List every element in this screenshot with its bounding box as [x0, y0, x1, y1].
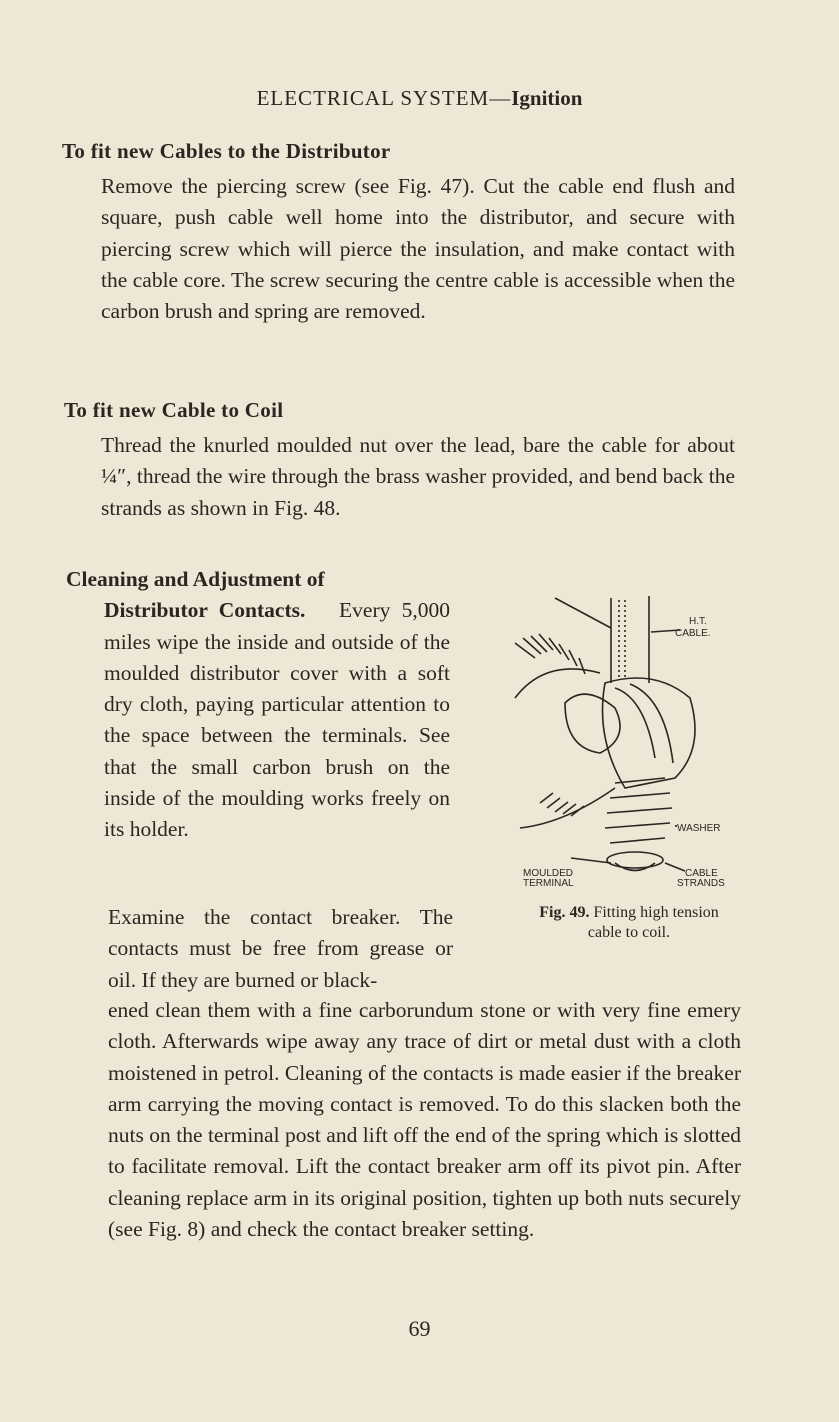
paragraph-cleaning-intro — [66, 564, 450, 846]
label-strands-line2: STRANDS — [677, 878, 725, 889]
paragraph-contact-breaker-rest: ened clean them with a fine carborundum stone or with very fine emery cloth. Afterwards wipe away any trace of dirt or metal dust with a cloth moistened in petrol. Cleaning of the contacts is made easier if the breaker arm carrying the moving contact is removed. To do this slacken both the nuts on the terminal post and lift off the end of the spring which is slotted to facilitate removal. Lift the contact breaker arm off its pivot pin. After cleaning replace arm in its original position, tighten up both nuts securely (see Fig. 8) and check the contact breaker setting. — [108, 998, 741, 1242]
nut-knurl-2 — [630, 684, 673, 763]
leader-cable-strands — [665, 863, 685, 871]
terminal-threads — [605, 778, 672, 843]
shading-hatch — [515, 634, 585, 674]
label-ht-line1: H.T. — [689, 616, 707, 627]
running-head-section: Ignition — [511, 86, 583, 110]
washer-ring — [607, 852, 663, 868]
cleaning-intro-text: Every 5,000 miles wipe the inside and outside of the moulded distributor cover with a soft dry cloth, paying particular attention to the space between the terminals. See that the small carbon brush on the inside of the moulding works freely on its holder. — [104, 598, 450, 842]
leader-moulded-terminal — [571, 858, 611, 863]
coil-outline-top — [555, 598, 611, 628]
running-head-prefix: ELECTRICAL SYSTEM— — [256, 86, 512, 110]
heading-cables-distributor: To fit new Cables to the Distributor — [62, 139, 391, 163]
paragraph-cable-coil: Thread the knurled moulded nut over the lead, bare the cable for about ¼″, thread the wire through the brass washer provided, and bend back the strands as shown in Fig. 48. — [101, 433, 735, 520]
caption-figure-number: Fig. 49. — [539, 904, 590, 921]
caption-line2: cable to coil. — [587, 924, 671, 941]
label-ht-line2: CABLE. — [675, 628, 711, 639]
figure-49-caption — [498, 903, 760, 943]
terminal-cap — [565, 694, 620, 753]
figure-49-illustration — [505, 588, 755, 898]
coil-outline-bottom — [520, 788, 615, 828]
heading-cleaning-line1: Cleaning and Adjustment of — [66, 567, 325, 591]
label-moulded-line2: TERMINAL — [523, 878, 574, 889]
label-strands-line1: CABLE — [685, 868, 718, 879]
running-head — [0, 86, 839, 111]
label-washer: WASHER — [677, 823, 721, 834]
label-moulded-line1: MOULDED — [523, 868, 574, 879]
heading-cable-coil: To fit new Cable to Coil — [64, 398, 284, 422]
caption-line1: Fitting high tension — [593, 904, 719, 921]
shading-hatch-lower — [540, 793, 584, 816]
cleaning-indented-block — [66, 595, 450, 845]
cable-strands — [615, 863, 655, 871]
caption-line1-row — [498, 903, 760, 923]
page-number: 69 — [408, 1316, 431, 1341]
paragraph-contact-breaker-start: Examine the contact breaker. The contacts must be free from grease or oil. If they are burned or black- — [108, 905, 453, 992]
paragraph-cables-distributor: Remove the piercing screw (see Fig. 47). Cut the cable end flush and square, push cable well home into the distributor, and secure with piercing screw which will pierce the insulation, and make contact with the cable core. The screw securing the centre cable is accessible when the carbon brush and spring are removed. — [101, 174, 735, 324]
heading-cleaning-line2: Distributor Contacts. — [104, 598, 306, 623]
